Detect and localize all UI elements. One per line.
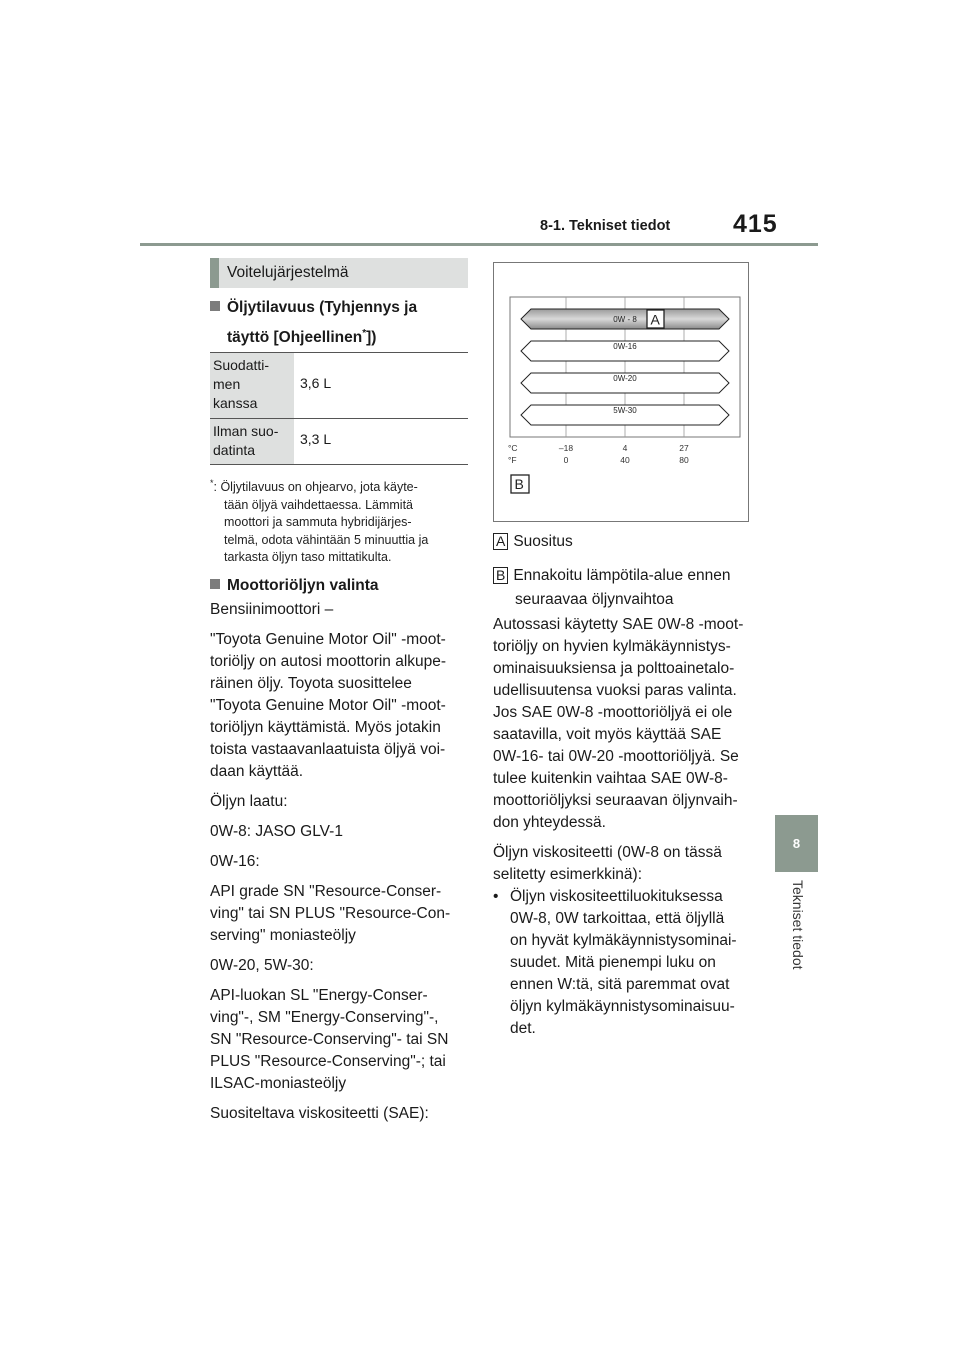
paragraph-line: API grade SN "Resource-Conser- bbox=[210, 883, 442, 900]
legend-item-a bbox=[493, 531, 763, 553]
capacity-heading bbox=[210, 297, 417, 349]
marker-a: A bbox=[650, 311, 660, 328]
paragraph-line: Jos SAE 0W-8 -moottoriöljyä ei ole bbox=[493, 704, 733, 721]
paragraph-line: daan käyttää. bbox=[210, 763, 304, 780]
footnote-line: : Öljytilavuus on ohjearvo, jota käyte- bbox=[213, 480, 418, 495]
paragraph-line: det. bbox=[510, 1020, 536, 1037]
axis-c-label: °C bbox=[508, 443, 518, 453]
paragraph-line: 0W-16: bbox=[210, 853, 260, 870]
paragraph-line: Öljyn laatu: bbox=[210, 793, 288, 810]
paragraph-line: selitetty esimerkkinä): bbox=[493, 866, 643, 883]
chapter-tab-label: Tekniset tiedot bbox=[790, 880, 806, 970]
right-column-text bbox=[493, 614, 758, 1040]
legend-text-b-line2: seuraavaa öljynvaihtoa bbox=[515, 591, 674, 608]
label-line: Ilman suo- bbox=[213, 423, 279, 439]
paragraph-line: räinen öljy. Toyota suosittelee bbox=[210, 675, 412, 692]
header-rule bbox=[140, 243, 818, 246]
legend-key-a: A bbox=[493, 533, 508, 550]
page-number: 415 bbox=[733, 210, 778, 238]
viscosity-bar-label: 0W-16 bbox=[613, 342, 637, 351]
capacity-heading-line2: täyttö [Ohjeellinen bbox=[227, 329, 363, 347]
paragraph-line: 0W-20, 5W-30: bbox=[210, 957, 314, 974]
paragraph-line: udellisuutensa vuoksi paras valinta. bbox=[493, 682, 737, 699]
paragraph-line: ving" tai SN PLUS "Resource-Con- bbox=[210, 905, 451, 922]
chart-legend bbox=[493, 531, 763, 611]
paragraph-line: Bensiinimoottori – bbox=[210, 601, 334, 618]
paragraph-line: PLUS "Resource-Conserving"-; tai bbox=[210, 1053, 446, 1070]
section-title-accent bbox=[210, 258, 219, 288]
table-row bbox=[210, 353, 468, 419]
paragraph-line: serving" moniasteöljy bbox=[210, 927, 356, 944]
section-title: Voitelujärjestelmä bbox=[227, 264, 349, 281]
paragraph-line: 0W-8: JASO GLV-1 bbox=[210, 823, 343, 840]
paragraph-line: suudet. Mitä pienempi luku on bbox=[510, 954, 716, 971]
legend-text-a: Suositus bbox=[513, 533, 573, 550]
capacity-heading-sup: * bbox=[362, 328, 367, 339]
paragraph-line: tulee kuitenkin vaihtaa SAE 0W-8- bbox=[493, 770, 728, 787]
footnote-line: telmä, odota vähintään 5 minuuttia ja bbox=[224, 532, 429, 547]
viscosity-bar-label: 0W-20 bbox=[613, 374, 637, 383]
label-line: Suodatti- bbox=[213, 357, 270, 373]
bullet-item bbox=[493, 886, 758, 1040]
footnote bbox=[210, 475, 472, 567]
viscosity-chart bbox=[494, 263, 748, 521]
paragraph-line: ominaisuuksiensa ja polttoainetalo- bbox=[493, 660, 735, 677]
footnote-mark: * bbox=[210, 478, 214, 488]
bullet-icon: • bbox=[493, 888, 499, 905]
tick-label-f: 40 bbox=[620, 455, 630, 465]
capacity-table bbox=[210, 352, 468, 465]
table-cell-value: 3,6 L bbox=[294, 353, 468, 419]
paragraph-line: ennen W:tä, sitä paremmat ovat bbox=[510, 976, 730, 993]
viscosity-chart-frame bbox=[493, 262, 749, 522]
tick-label-c: –18 bbox=[558, 443, 574, 453]
paragraph-line: on hyvät kylmäkäynnistysominai- bbox=[510, 932, 737, 949]
viscosity-bar-label: 5W-30 bbox=[613, 406, 637, 415]
capacity-heading-line2-end: ]) bbox=[366, 329, 377, 347]
chapter-tab: 8 bbox=[775, 815, 818, 872]
paragraph-line: öljyn kylmäkäynnistysominaisuu- bbox=[510, 998, 735, 1015]
paragraph-line: toriöljy on autosi moottorin alkupe- bbox=[210, 653, 447, 670]
paragraph-line: 0W-16- tai 0W-20 -moottoriöljyä. Se bbox=[493, 748, 739, 765]
paragraph-line: ving"-, SM "Energy-Conserving"-, bbox=[210, 1009, 439, 1026]
paragraph-line: "Toyota Genuine Motor Oil" -moot- bbox=[210, 631, 446, 648]
paragraph-line: moottoriöljyksi seuraavan öljynvaih- bbox=[493, 792, 738, 809]
oil-selection-heading bbox=[210, 575, 379, 597]
paragraph-line: saatavilla, voit myös käyttää SAE bbox=[493, 726, 722, 743]
legend-text-b-line1: Ennakoitu lämpötila-alue ennen bbox=[513, 567, 731, 584]
tick-label-f: 0 bbox=[563, 455, 569, 465]
tick-label-c: 27 bbox=[679, 443, 689, 453]
capacity-heading-line1: Öljytilavuus (Tyhjennys ja bbox=[227, 299, 418, 316]
footnote-line: moottori ja sammuta hybridijärjes- bbox=[224, 515, 412, 530]
label-line: kanssa bbox=[213, 395, 258, 411]
paragraph-line: toriöljy on hyvien kylmäkäynnistys- bbox=[493, 638, 731, 655]
marker-b: B bbox=[514, 476, 524, 492]
paragraph-line: don yhteydessä. bbox=[493, 814, 606, 831]
section-title-bar bbox=[210, 258, 468, 288]
table-cell-value: 3,3 L bbox=[294, 419, 468, 465]
footnote-line: tarkasta öljyn taso mittatikulta. bbox=[224, 550, 392, 565]
paragraph-line: Suositeltava viskositeetti (SAE): bbox=[210, 1105, 429, 1122]
viscosity-bar-label: 0W - 8 bbox=[613, 315, 637, 324]
oil-selection-body bbox=[210, 599, 472, 1125]
tick-label-c: 4 bbox=[622, 443, 628, 453]
table-row bbox=[210, 419, 468, 465]
axis-f-label: °F bbox=[508, 455, 517, 465]
table-cell-label bbox=[210, 419, 294, 465]
paragraph-line: Öljyn viskositeetti (0W-8 on tässä bbox=[493, 844, 722, 861]
paragraph-line: 0W-8, 0W tarkoittaa, että öljyllä bbox=[510, 910, 725, 927]
paragraph-line: toriöljyn käyttämistä. Myös jotakin bbox=[210, 719, 441, 736]
paragraph-line: Öljyn viskositeettiluokituksessa bbox=[510, 888, 723, 905]
label-line: datinta bbox=[213, 442, 256, 458]
square-bullet-icon bbox=[210, 301, 220, 311]
tick-label-f: 80 bbox=[679, 455, 689, 465]
footnote-line: tään öljyä vaihdettaessa. Lämmitä bbox=[224, 497, 413, 512]
paragraph-line: toista vastaavanlaatuista öljyä voi- bbox=[210, 741, 446, 758]
label-line: men bbox=[213, 376, 241, 392]
paragraph-line: API-luokan SL "Energy-Conser- bbox=[210, 987, 428, 1004]
paragraph-line: ILSAC-moniasteöljy bbox=[210, 1075, 347, 1092]
paragraph-line: Autossasi käytetty SAE 0W-8 -moot- bbox=[493, 616, 744, 633]
table-cell-label bbox=[210, 353, 294, 419]
square-bullet-icon bbox=[210, 579, 220, 589]
paragraph-line: "Toyota Genuine Motor Oil" -moot- bbox=[210, 697, 446, 714]
oil-selection-heading-text: Moottoriöljyn valinta bbox=[227, 577, 379, 594]
section-header: 8-1. Tekniset tiedot bbox=[540, 218, 671, 234]
paragraph-line: SN "Resource-Conserving"- tai SN bbox=[210, 1031, 449, 1048]
legend-key-b: B bbox=[493, 567, 508, 584]
legend-item-b bbox=[493, 565, 763, 587]
